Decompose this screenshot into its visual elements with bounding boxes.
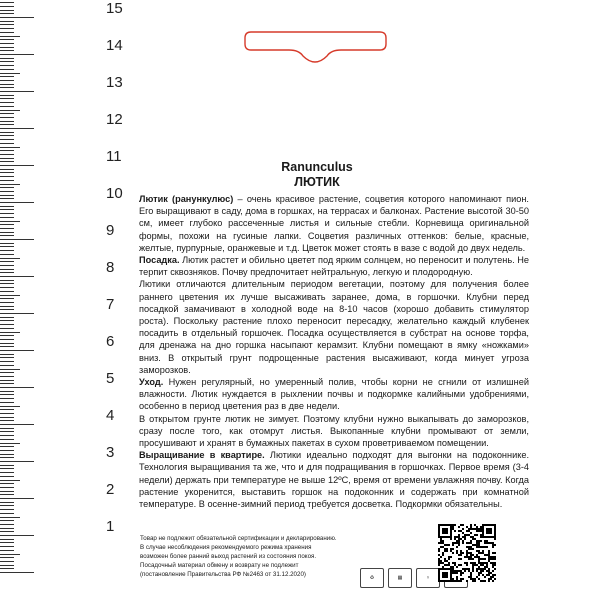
ruler-tick [0, 124, 14, 125]
paragraph-text: Лютик растет и обильно цветет под ярким солнцем, но переносит и полутень. Не терпит сквозняков. Почву предпочитает нейтральную, легкую и плодородную. [139, 255, 529, 278]
ruler-tick [0, 39, 14, 40]
ruler-tick [0, 69, 14, 70]
ruler-tick [0, 431, 14, 432]
ruler-tick [0, 184, 20, 185]
ruler-tick [0, 165, 34, 166]
ruler-tick [0, 383, 14, 384]
ruler-number: 2 [106, 481, 115, 498]
ruler-tick [0, 480, 20, 481]
ruler-tick [0, 387, 34, 388]
ruler-number: 10 [106, 185, 123, 202]
ruler-tick [0, 376, 14, 377]
ruler-tick [0, 169, 14, 170]
ruler-number: 5 [106, 370, 115, 387]
ruler-tick [0, 546, 14, 547]
paragraph-wintering: В открытом грунте лютик не зимует. Поэтому клубни нужно выкапывать до заморозков, сразу после того, как отомрут листья. Выкопанные клубни промывают от земли, просушивают и хранят в бумажных пакетах в сухом проветриваемом помещении. [139, 413, 529, 449]
ruler-tick [0, 450, 14, 451]
eac-mark-icon: ▦ [388, 568, 412, 588]
ruler-tick [0, 54, 34, 55]
ruler-tick [0, 565, 14, 566]
ruler-number: 14 [106, 37, 123, 54]
ruler-tick [0, 446, 14, 447]
ruler-tick [0, 161, 14, 162]
ruler-tick [0, 476, 14, 477]
ruler-tick [0, 454, 14, 455]
ruler-tick [0, 439, 14, 440]
ruler-tick [0, 117, 14, 118]
ruler-tick [0, 572, 34, 573]
ruler-tick [0, 542, 14, 543]
ruler-tick [0, 28, 14, 29]
ruler-tick [0, 428, 14, 429]
ruler-tick [0, 406, 20, 407]
ruler-tick [0, 65, 14, 66]
ruler-tick [0, 502, 14, 503]
ruler-tick [0, 369, 20, 370]
paragraph-description [139, 193, 529, 254]
ruler-tick [0, 172, 14, 173]
ruler-tick [0, 206, 14, 207]
ruler-tick [0, 261, 14, 262]
ruler-tick [0, 535, 34, 536]
ruler-tick [0, 80, 14, 81]
paragraph-text: Нужен регулярный, но умеренный полив, чтобы корни не сгнили от излишней влажности. Лютик нуждается в рыхлении почвы и подкормке калийными удобрениями, особенно в период цветения раз в две недели. [139, 377, 529, 412]
ruler-tick [0, 195, 14, 196]
ruler-tick [0, 320, 14, 321]
ruler-tick [0, 36, 20, 37]
ruler-number: 9 [106, 222, 115, 239]
paragraph-heading: Лютик (ранункулюс) [139, 194, 234, 204]
hang-hole-icon [241, 28, 390, 66]
ruler-tick [0, 539, 14, 540]
recycle-icon: ♻ [360, 568, 384, 588]
ruler-tick [0, 313, 34, 314]
ruler-tick [0, 95, 14, 96]
ruler-tick [0, 302, 14, 303]
ruler-tick [0, 272, 14, 273]
ruler-tick [0, 147, 20, 148]
ruler-tick [0, 409, 14, 410]
ruler-tick [0, 176, 14, 177]
paragraph-heading: Уход. [139, 377, 164, 388]
paragraph-indoor [139, 449, 529, 510]
ruler-tick [0, 465, 14, 466]
paragraph-heading: Выращивание в квартире. [139, 450, 265, 461]
ruler-tick [0, 354, 14, 355]
ruler-tick [0, 246, 14, 247]
ruler-tick [0, 17, 34, 18]
ruler-tick [0, 443, 20, 444]
ruler-tick [0, 232, 14, 233]
ruler-tick [0, 6, 14, 7]
ruler-tick [0, 209, 14, 210]
ruler-tick [0, 213, 14, 214]
instructions-text [139, 193, 529, 510]
glass-fork-icon: ♆ [416, 568, 440, 588]
ruler-tick [0, 554, 20, 555]
ruler-tick [0, 84, 14, 85]
ruler-tick [0, 58, 14, 59]
ruler-tick [0, 365, 14, 366]
ruler-tick [0, 187, 14, 188]
ruler-tick [0, 10, 14, 11]
ruler-tick [0, 398, 14, 399]
ruler-tick [0, 346, 14, 347]
ruler-tick [0, 498, 34, 499]
ruler-tick [0, 380, 14, 381]
ruler-tick [0, 110, 20, 111]
ruler-tick [0, 524, 14, 525]
ruler-tick [0, 150, 14, 151]
ruler-tick [0, 491, 14, 492]
ruler-tick [0, 91, 34, 92]
ruler-tick [0, 528, 14, 529]
ruler-tick [0, 372, 14, 373]
ruler-number: 13 [106, 74, 123, 91]
ruler-tick [0, 417, 14, 418]
footer-line: (постановление Правительства РФ №2463 от 31.12.2020) [140, 571, 306, 578]
ruler-tick [0, 483, 14, 484]
ruler-tick [0, 87, 14, 88]
ruler-number: 4 [106, 407, 115, 424]
footer-line: Посадочный материал обмену и возврату не подлежит [140, 562, 299, 569]
ruler-tick [0, 531, 14, 532]
ruler-tick [0, 265, 14, 266]
ruler-tick [0, 47, 14, 48]
ruler-tick [0, 295, 20, 296]
ruler-tick [0, 468, 14, 469]
footer-line: возможен более ранний выход растений из состояния покоя. [140, 553, 317, 560]
ruler-tick [0, 487, 14, 488]
ruler-tick [0, 43, 14, 44]
ruler-tick [0, 457, 14, 458]
ruler-number: 8 [106, 259, 115, 276]
ruler-tick [0, 550, 14, 551]
ruler-tick [0, 402, 14, 403]
ruler-tick [0, 513, 14, 514]
ruler-tick [0, 350, 34, 351]
ruler-tick [0, 287, 14, 288]
product-latin-name: Ranunculus [281, 160, 353, 174]
ruler-tick [0, 332, 20, 333]
ruler-tick [0, 243, 14, 244]
ruler-tick [0, 202, 34, 203]
ruler-tick [0, 298, 14, 299]
ruler-tick [0, 50, 14, 51]
ruler-tick [0, 73, 20, 74]
ruler-tick [0, 158, 14, 159]
paragraph-text: Лютики идеально подходят для выгонки на подоконнике. Технология выращивания та же, что и для подращивания в горшочках. Первое время (3-4 недели) держать при температуре не выше 12ºС, время от времени увлажняя почву. Когда растение укоренится, выставить горшок на подоконник и содержать при комнатной температуре. В осенне-зимний период требуется досветка. Подкормки обязательны. [139, 450, 529, 510]
ruler-tick [0, 180, 14, 181]
ruler-tick [0, 291, 14, 292]
ruler-tick [0, 306, 14, 307]
paragraph-text: – очень красивое растение, соцветия которого напоминают пион. Его выращивают в саду, дома в горшках, на террасах и балконах. Растение высотой 30-50 см, имеет глубоко рассеченные листья и сильные стебли. Корневища оригинальной формы, похожи на гусиные лапки. Соцветия различных оттенков: белые, красные, желтые, пурпурные, оранжевые и т.д. Цветок может стоять в вазе с водой до двух недель. [139, 194, 529, 253]
ruler-tick [0, 424, 34, 425]
ruler-tick [0, 113, 14, 114]
ruler-number: 15 [106, 0, 123, 17]
ruler-tick [0, 143, 14, 144]
ruler-tick [0, 283, 14, 284]
ruler-tick [0, 269, 14, 270]
paragraph-care [139, 376, 529, 413]
ruler-tick [0, 254, 14, 255]
ruler-tick [0, 494, 14, 495]
ruler-tick [0, 2, 14, 3]
ruler-tick [0, 517, 20, 518]
ruler-tick [0, 472, 14, 473]
ruler-tick [0, 239, 34, 240]
footer-line: В случае несоблюдения рекомендуемого режима хранения [140, 544, 312, 551]
ruler-tick [0, 568, 14, 569]
ruler-tick [0, 361, 14, 362]
ruler-number: 6 [106, 333, 115, 350]
ruler-tick [0, 121, 14, 122]
ruler-tick [0, 328, 14, 329]
qr-code-icon [438, 524, 496, 582]
ruler-tick [0, 343, 14, 344]
footer-line: Товар не подлежит обязательной сертификации и декларированию. [140, 535, 337, 542]
ruler-tick [0, 61, 14, 62]
ruler-tick [0, 309, 14, 310]
ruler-tick [0, 317, 14, 318]
ruler-tick [0, 394, 14, 395]
ruler-tick [0, 106, 14, 107]
ruler-number: 3 [106, 444, 115, 461]
ruler-tick [0, 24, 14, 25]
ruler-tick [0, 509, 14, 510]
ruler-tick [0, 391, 14, 392]
ruler-tick [0, 228, 14, 229]
ruler-tick [0, 324, 14, 325]
ruler-tick [0, 132, 14, 133]
ruler-tick [0, 420, 14, 421]
ruler-tick [0, 357, 14, 358]
ruler-tick [0, 250, 14, 251]
ruler-tick [0, 139, 14, 140]
ruler [0, 0, 34, 600]
ruler-tick [0, 32, 14, 33]
ruler-tick [0, 335, 14, 336]
ruler-tick [0, 76, 14, 77]
ruler-tick [0, 461, 34, 462]
paragraph-heading: Посадка. [139, 255, 180, 266]
ruler-tick [0, 235, 14, 236]
ruler-tick [0, 520, 14, 521]
ruler-tick [0, 98, 14, 99]
paragraph-planting-details: Лютики отличаются длительным периодом вегетации, поэтому для получения более раннего цветения их лучше высаживать заранее, дома, в горшочки. Клубни перед посадкой замачивают в холодной воде на 8-10 часов (хорошо добавить стимулятор роста). Поскольку растение плохо переносит пересадку, желательно каждый клубенек посадить в отдельный горшочек. Посадка осуществляется в субстрат на основе торфа, для дренажа на дно горшка насыпают керамзит. Клубни помещают в ямку «ножками» вниз. В открытый грунт подрощенные растения высаживают, когда минует угроза заморозков. [139, 279, 529, 375]
ruler-tick [0, 561, 14, 562]
ruler-number: 11 [106, 148, 122, 165]
ruler-tick [0, 276, 34, 277]
ruler-tick [0, 21, 14, 22]
ruler-tick [0, 154, 14, 155]
ruler-tick [0, 557, 14, 558]
ruler-tick [0, 221, 20, 222]
ruler-tick [0, 128, 34, 129]
ruler-number: 7 [106, 296, 115, 313]
ruler-tick [0, 224, 14, 225]
ruler-tick [0, 13, 14, 14]
ruler-tick [0, 198, 14, 199]
ruler-tick [0, 280, 14, 281]
ruler-tick [0, 102, 14, 103]
paragraph-planting [139, 254, 529, 278]
ruler-tick [0, 505, 14, 506]
ruler-tick [0, 217, 14, 218]
ruler-tick [0, 258, 20, 259]
ruler-tick [0, 135, 14, 136]
ruler-tick [0, 413, 14, 414]
ruler-number: 1 [106, 518, 115, 535]
product-russian-name: ЛЮТИК [294, 175, 340, 189]
ruler-number: 12 [106, 111, 123, 128]
ruler-tick [0, 191, 14, 192]
ruler-tick [0, 435, 14, 436]
ruler-tick [0, 339, 14, 340]
